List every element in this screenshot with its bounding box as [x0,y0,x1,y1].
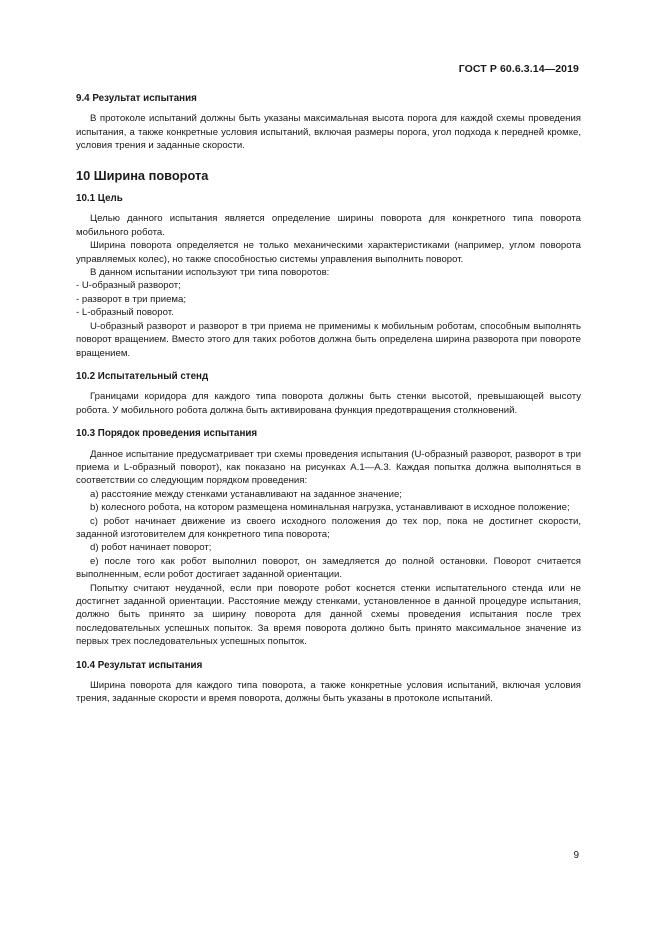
list-item: с) робот начинает движение из своего исходного положения до тех пор, пока не достигнет скорости, заданной изготовителем для конкретного типа поворота; [76,515,581,540]
list-item: b) колесного робота, на котором размещена номинальная нагрузка, устанавливают в исходное положение; [90,502,570,514]
list-item: а) расстояние между стенками устанавливают на заданное значение; [90,488,402,500]
paragraph: Границами коридора для каждого типа поворота должны быть стенки высотой, превышающей высоту робота. У мобильного робота должна быть активирована функция предотвращения столкновений. [76,391,581,416]
list-item: - L-образный поворот. [76,307,174,319]
page-number: 9 [573,850,579,861]
section-9-4-heading: 9.4 Результат испытания [76,93,197,104]
paragraph: Попытку считают неудачной, если при повороте робот коснется стенки испытательного стенда или не достигнет заданной ориентации. Расстояние между стенками, установленное в данной процедуре испытания, должно быть принято за ширину поворота для данной схемы проведения испытания после трех последовательных успешных попыток. За время поворота должно быть принято максимальное значение из первых трех последовательных успешных попыток. [76,582,581,648]
document-body [76,92,581,706]
section-10-2-heading: 10.2 Испытательный стенд [76,370,209,382]
list-item: d) робот начинает поворот; [90,542,212,554]
section-10-1-heading: 10.1 Цель [76,193,123,205]
section-10-4-heading: 10.4 Результат испытания [76,659,203,671]
paragraph: Ширина поворота для каждого типа поворота, а также конкретные условия испытаний, включая условия трения, заданные скорости и время поворота, должны быть указаны в протоколе испытаний. [76,680,581,705]
paragraph: В протоколе испытаний должны быть указаны максимальная высота порога для каждой схемы проведения испытания, а также конкретные условия испытаний, включая размеры порога, угол подхода к передней кромке, условия трения и заданные скорости. [76,113,581,152]
list-item: е) после того как робот выполнил поворот, он замедляется до полной остановки. Поворот считается выполненным, если робот достигает заданной ориентации. [76,555,581,581]
paragraph: Ширина поворота определяется не только механическими характеристиками (например, углом поворота управляемых колес), но также способностью системы управления выполнить поворот. [76,240,581,265]
section-10-heading: 10 Ширина поворота [76,167,209,183]
standard-header: ГОСТ Р 60.6.3.14—2019 [458,63,579,75]
paragraph: Данное испытание предусматривает три схемы проведения испытания (U-образный разворот, разворот в три приема и L-образный поворот), как показано на рисунках А.1—А.3. Каждая попытка должна выполняться в соответствии со следующим порядком проведения: [76,448,581,487]
list-item: - U-образный разворот; [76,280,181,292]
paragraph: В данном испытании используют три типа поворотов: [90,267,330,279]
paragraph: Целью данного испытания является определение ширины поворота для конкретного типа поворота мобильного робота. [76,213,581,238]
paragraph: U-образный разворот и разворот в три приема не применимы к мобильным роботам, способным выполнять поворот вращением. Вместо этого для таких роботов должна быть определена ширина разворота при повороте вращением. [76,320,581,359]
list-item: - разворот в три приема; [76,293,187,305]
section-10-3-heading: 10.3 Порядок проведения испытания [76,428,258,440]
